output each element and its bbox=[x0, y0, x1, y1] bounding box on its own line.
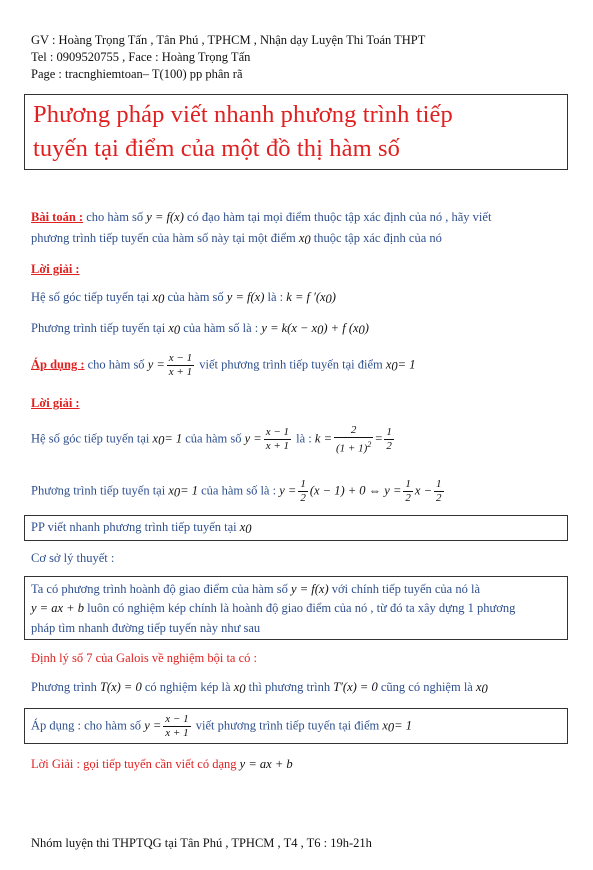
header-line-1: GV : Hoàng Trọng Tấn , Tân Phú , TPHCM , Nhận dạy Luyện Thi Toán THPT bbox=[31, 33, 426, 47]
apply-line-1: Áp dụng : cho hàm số y = $\frac{x - 1}{x + 1}$ viết phương trình tiếp tuyến tại điểm $x_0= 1$ bbox=[31, 352, 416, 378]
theory-box-line-3: pháp tìm nhanh đường tiếp tuyến này như sau bbox=[31, 621, 261, 635]
header-line-3: Page : tracnghiemtoan– T(100) pp phân rã bbox=[31, 67, 243, 81]
footer-text: Nhóm luyện thi THPTQG tại Tân Phú , TPHCM , T4 , T6 : 19h-21h bbox=[31, 836, 372, 850]
theory-box-line-1: Ta có phương trình hoành độ giao điểm của hàm số y = f(x) với chính tiếp tuyến của nó là bbox=[31, 582, 480, 596]
theory-box-line-2: y = ax + b luôn có nghiệm kép chính là hoành độ giao điểm của nó , từ đó ta xây dựng 1 phương bbox=[31, 601, 516, 615]
galois-title: Định lý số 7 của Galois về nghiệm bội ta có : bbox=[31, 651, 258, 665]
solution-line-3: Lời Giải : gọi tiếp tuyến cần viết có dạng y = ax + b bbox=[31, 757, 293, 771]
function-formula: y = f(x) bbox=[146, 210, 184, 224]
theory-label: Cơ sở lý thuyết : bbox=[31, 551, 115, 565]
solution-label-1: Lời giải : bbox=[31, 262, 80, 276]
title-box bbox=[24, 94, 568, 170]
theory-box bbox=[24, 576, 568, 640]
pp-box-text: PP viết nhanh phương trình tiếp tuyến tại $x_0$ bbox=[31, 520, 252, 536]
problem-line-2: phương trình tiếp tuyến của hàm số này tại một điểm $x_0$ thuộc tập xác định của nó bbox=[31, 231, 442, 247]
solution-label-2: Lời giải : bbox=[31, 396, 80, 410]
apply-box-text: Áp dụng : cho hàm số y = $\frac{x - 1}{x + 1}$ viết phương trình tiếp tuyến tại điểm $x_0= 1$ bbox=[31, 713, 412, 739]
slope-line-1: Hệ số góc tiếp tuyến tại $x_0$ của hàm số y = f(x) là : k = f $'(x_0)$ bbox=[31, 290, 336, 306]
slope-line-2: Hệ số góc tiếp tuyến tại $x_0= 1$ của hàm số y = $\frac{x - 1}{x + 1}$ là : k = $\frac{2}{(1 + 1)^2}$ = $\frac{1}{2}$ bbox=[31, 424, 392, 455]
tangent-eq-line-1: Phương trình tiếp tuyến tại $x_0$ của hàm số là : $y = k(x - x_0) + f$ $(x_0)$ bbox=[31, 321, 369, 337]
tangent-eq-line-2: Phương trình tiếp tuyến tại $x_0= 1$ của hàm số là : y = $\frac{1}{2}$ (x − 1) + 0 ⇔ y = $\frac{1}{2}$ x − $\frac{1}{2}$ bbox=[31, 478, 442, 504]
title-line-1: Phương pháp viết nhanh phương trình tiếp bbox=[33, 101, 453, 128]
problem-line-1: Bài toán : cho hàm số y = f(x) có đạo hàm tại mọi điểm thuộc tập xác định của nó , hãy viết bbox=[31, 210, 492, 224]
pp-box bbox=[24, 515, 568, 541]
galois-statement: Phương trình T(x) = 0 có nghiệm kép là $x_0$ thì phương trình T′(x) = 0 cũng có nghiệm là $x_0$ bbox=[31, 680, 488, 696]
apply-box bbox=[24, 708, 568, 744]
fraction: $\frac{x - 1}{x + 1}$ bbox=[168, 352, 193, 378]
problem-label: Bài toán : bbox=[31, 210, 84, 224]
header-line-2: Tel : 0909520755 , Face : Hoàng Trọng Tấn bbox=[31, 50, 251, 64]
title-line-2: tuyến tại điểm của một đồ thị hàm số bbox=[33, 135, 400, 162]
solution-label-3: Lời Giải bbox=[31, 757, 74, 771]
apply-label: Áp dụng : bbox=[31, 357, 85, 372]
